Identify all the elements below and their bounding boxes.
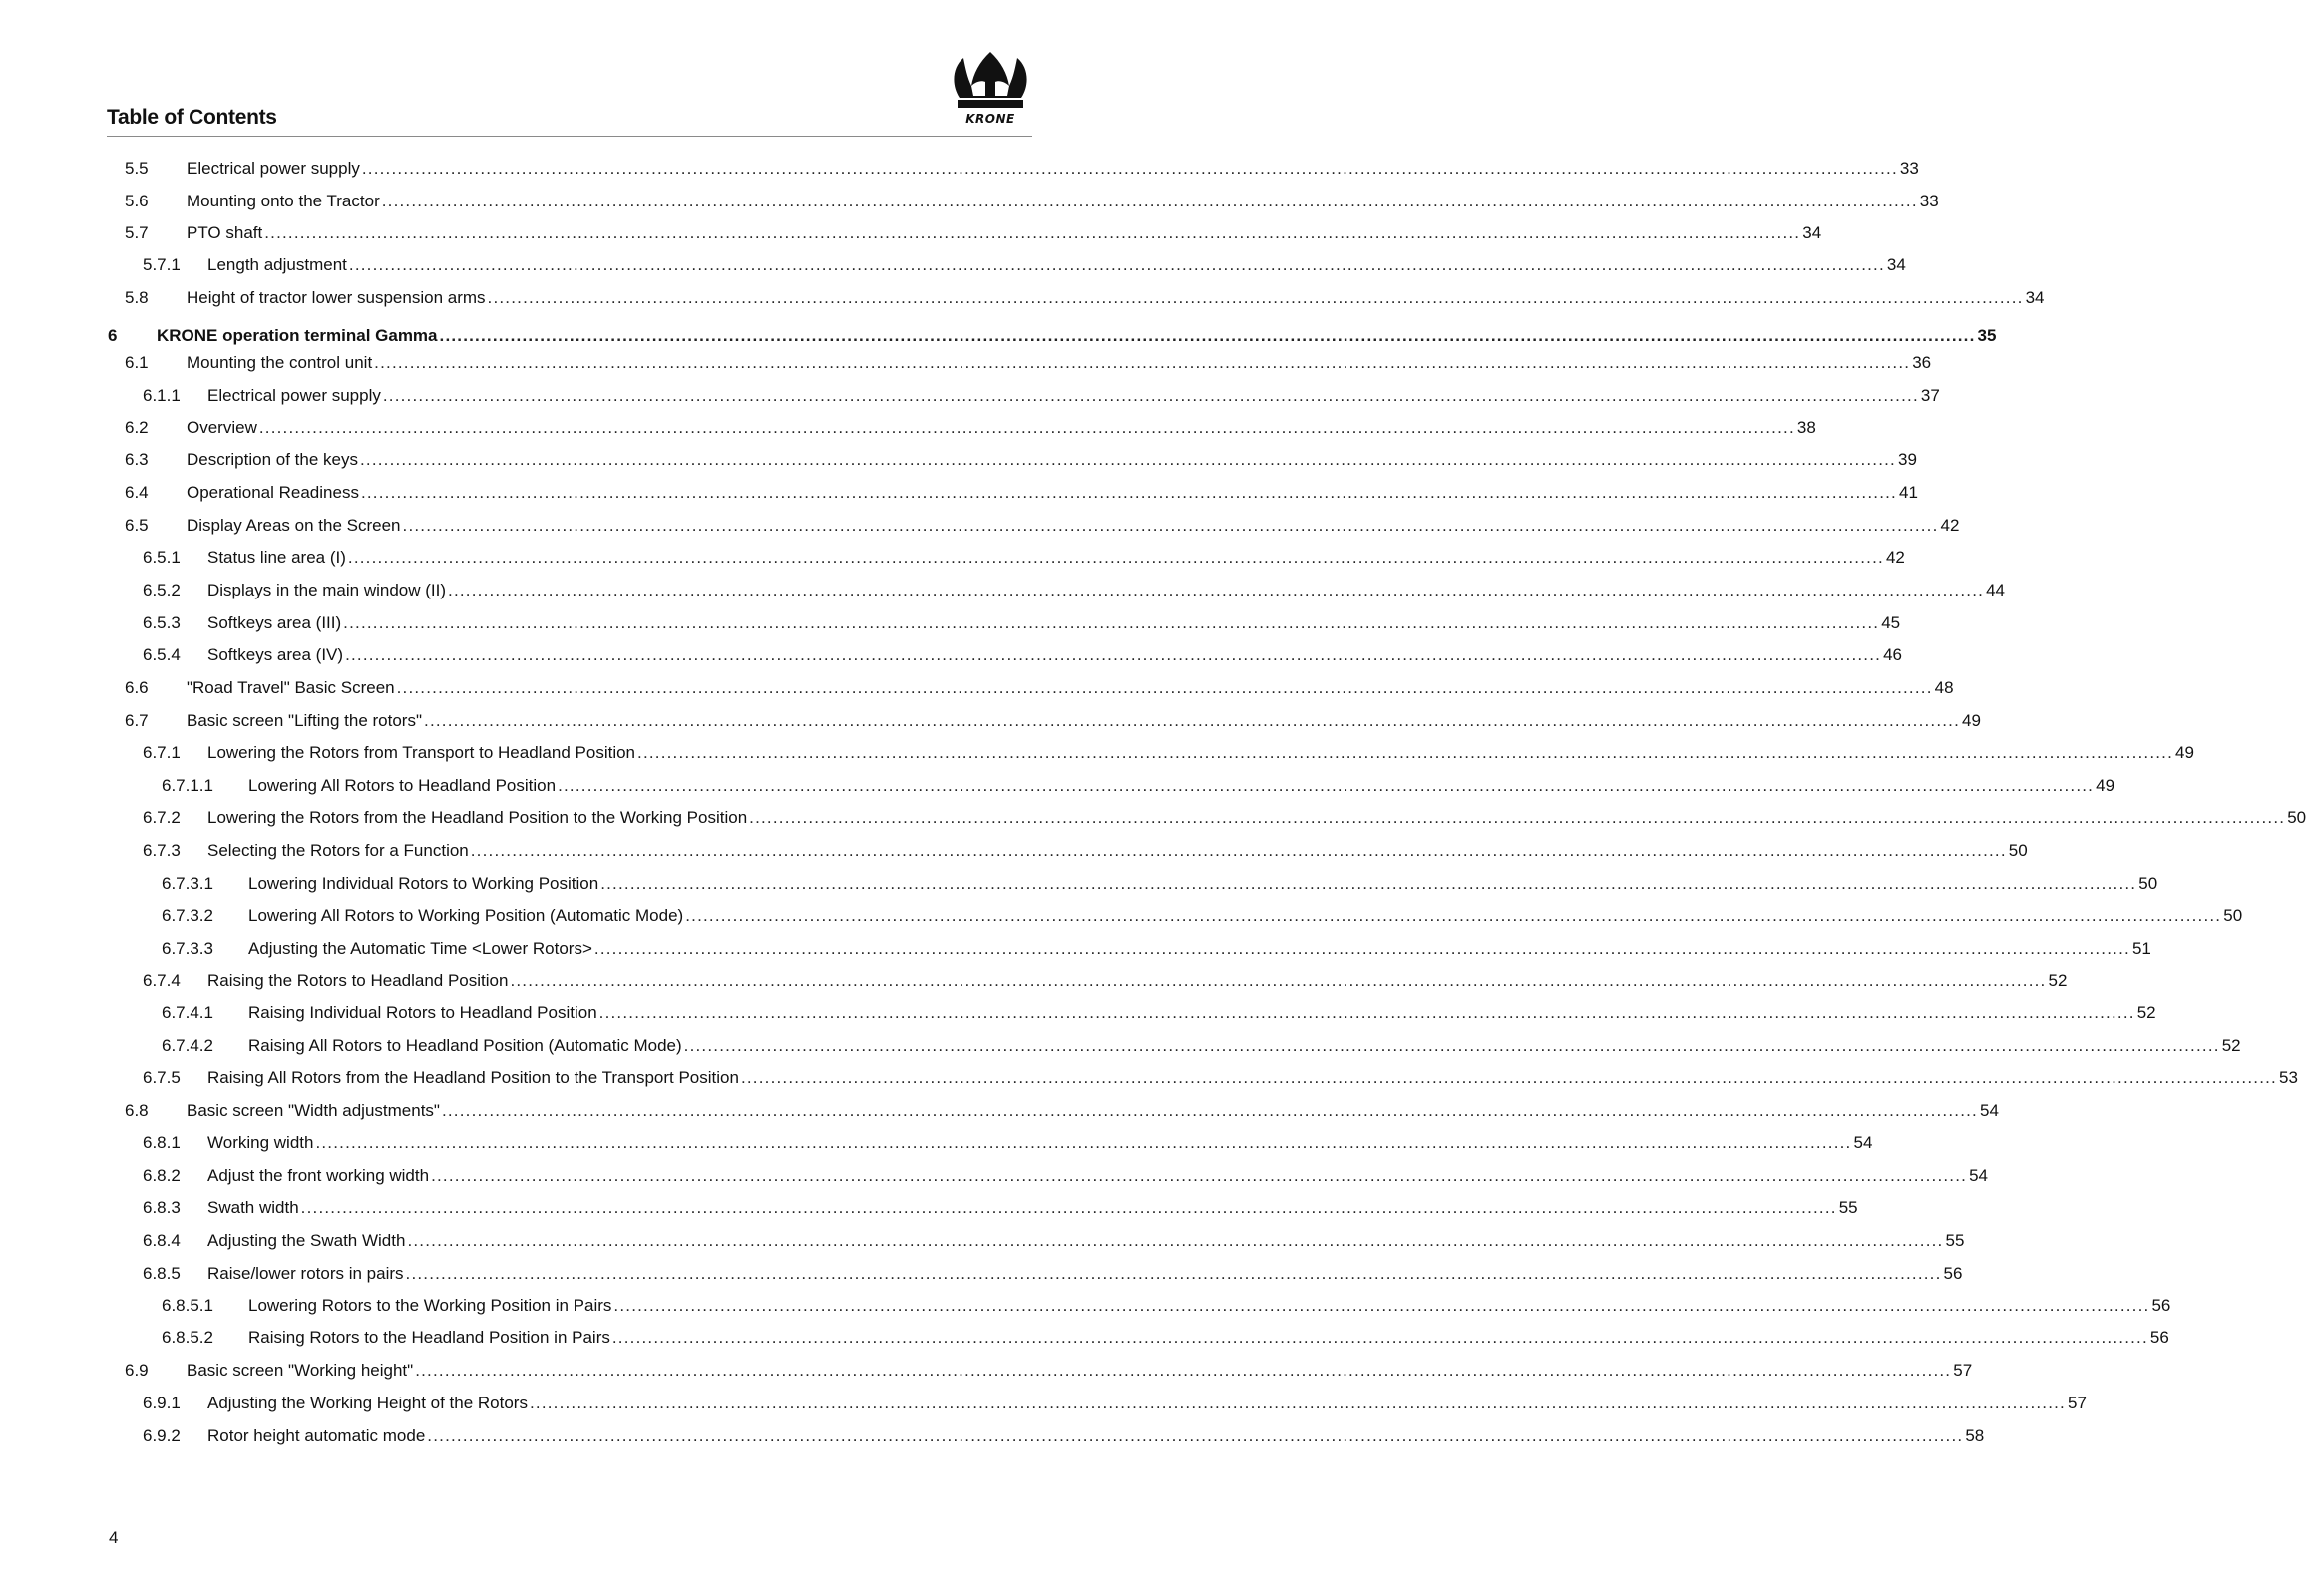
- toc-entry-page: 48: [1934, 678, 1954, 697]
- toc-entry-page: 49: [1962, 711, 1981, 730]
- toc-entry-title: Selecting the Rotors for a Function: [207, 841, 469, 860]
- toc-entry-line: [207, 253, 1906, 277]
- page-header: [107, 100, 1032, 137]
- toc-entry[interactable]: [0, 514, 1960, 538]
- toc-entry-title: Basic screen "Lifting the rotors": [187, 711, 423, 730]
- dot-leader: ....................................................................................................................................................................................................................................................................: [315, 1133, 1852, 1152]
- toc-entry-title: Mounting onto the Tractor: [187, 192, 380, 210]
- toc-entry-title: Lowering Individual Rotors to Working Position: [248, 874, 599, 893]
- toc-entry-number: 6.2: [125, 418, 149, 437]
- toc-entry-number: 6.5.1: [143, 548, 181, 567]
- toc-entry-line: [248, 904, 2243, 928]
- toc-entry-page: 50: [2008, 841, 2028, 860]
- toc-entry-title: Adjusting the Working Height of the Rotors: [207, 1394, 528, 1412]
- toc-entry-number: 6.5.4: [143, 645, 181, 664]
- toc-entry-title: Softkeys area (III): [207, 613, 342, 632]
- toc-entry-number: 6.7.3.3: [162, 939, 213, 958]
- toc-entry-number: 6.8: [125, 1101, 149, 1120]
- dot-leader: ....................................................................................................................................................................................................................................................................: [424, 711, 1961, 730]
- dot-leader: ....................................................................................................................................................................................................................................................................: [685, 906, 2222, 925]
- toc-entry-number: 6.8.2: [143, 1166, 181, 1185]
- toc-entry-number: 6.7.4.2: [162, 1036, 213, 1055]
- dot-leader: ....................................................................................................................................................................................................................................................................: [593, 939, 2130, 958]
- dot-leader: ....................................................................................................................................................................................................................................................................: [427, 1426, 1964, 1445]
- toc-entry-number: 6.4: [125, 483, 149, 502]
- toc-entry-title: KRONE operation terminal Gamma: [157, 326, 438, 345]
- toc-entry-page: 52: [2221, 1036, 2241, 1055]
- toc-entry-number: 6.9: [125, 1361, 149, 1380]
- toc-entry-line: [248, 1326, 2169, 1350]
- toc-entry[interactable]: [0, 806, 2306, 830]
- toc-entry[interactable]: [0, 448, 1917, 472]
- dot-leader: ....................................................................................................................................................................................................................................................................: [415, 1361, 1952, 1380]
- dot-leader: ....................................................................................................................................................................................................................................................................: [407, 1231, 1944, 1250]
- toc-entry-number: 6.7.3.1: [162, 874, 213, 893]
- toc-entry-line: [207, 806, 2306, 830]
- dot-leader: ....................................................................................................................................................................................................................................................................: [439, 326, 1976, 345]
- toc-entry-number: 5.5: [125, 159, 149, 178]
- toc-entry[interactable]: [0, 937, 2151, 961]
- toc-entry-title: Electrical power supply: [207, 386, 381, 405]
- toc-entry-line: [157, 324, 1997, 348]
- toc-entry-page: 56: [2149, 1328, 2169, 1347]
- toc-entry-page: 51: [2131, 939, 2151, 958]
- toc-entry[interactable]: [0, 643, 1903, 667]
- toc-entry-line: [248, 1294, 2171, 1318]
- toc-entry-line: [187, 351, 1932, 375]
- toc-entry-number: 6.7.3.2: [162, 906, 213, 925]
- toc-entry-number: 5.7.1: [143, 255, 181, 274]
- toc-entry-title: Rotor height automatic mode: [207, 1426, 426, 1445]
- toc-entry-title: Length adjustment: [207, 255, 347, 274]
- toc-entry-page: 54: [1969, 1166, 1989, 1185]
- toc-entry-title: Adjust the front working width: [207, 1166, 430, 1185]
- dot-leader: ....................................................................................................................................................................................................................................................................: [611, 1328, 2148, 1347]
- toc-entry[interactable]: [0, 1131, 1873, 1155]
- toc-entry-page: 57: [1953, 1361, 1973, 1380]
- toc-entry[interactable]: [0, 253, 1906, 277]
- page-number: 4: [109, 1528, 119, 1547]
- toc-entry-page: 44: [1986, 581, 2005, 599]
- toc-entry-title: Height of tractor lower suspension arms: [187, 288, 486, 307]
- toc-entry-title: Lowering the Rotors from Transport to Headland Position: [207, 743, 636, 762]
- toc-entry-title: Electrical power supply: [187, 159, 360, 178]
- toc-entry-page: 54: [1979, 1101, 1999, 1120]
- toc-entry[interactable]: [0, 904, 2243, 928]
- toc-entry-line: [207, 1196, 1858, 1220]
- toc-entry-line: [248, 872, 2158, 896]
- toc-entry-title: Softkeys area (IV): [207, 645, 344, 664]
- toc-entry-line: [187, 481, 1918, 505]
- dot-leader: ....................................................................................................................................................................................................................................................................: [448, 581, 1985, 599]
- toc-entry-line: [187, 286, 2045, 310]
- toc-entry-line: [248, 774, 2115, 798]
- dot-leader: ....................................................................................................................................................................................................................................................................: [558, 776, 2095, 795]
- toc-entry-line: [207, 1424, 1985, 1448]
- toc-entry-page: 38: [1796, 418, 1816, 437]
- toc-entry-number: 6.8.5.1: [162, 1296, 213, 1315]
- toc-entry-page: 35: [1977, 326, 1997, 345]
- toc-entry[interactable]: [0, 546, 1905, 570]
- toc-entry[interactable]: [0, 1229, 1965, 1253]
- toc-entry[interactable]: [0, 1196, 1858, 1220]
- toc-entry[interactable]: [0, 324, 1997, 348]
- toc-entry-line: [187, 676, 1954, 700]
- toc-entry-page: 52: [2048, 971, 2068, 990]
- toc-entry-title: Status line area (I): [207, 548, 346, 567]
- dot-leader: ....................................................................................................................................................................................................................................................................: [360, 483, 1897, 502]
- toc-entry[interactable]: [0, 1066, 2298, 1090]
- toc-entry[interactable]: [0, 579, 2005, 602]
- toc-entry-page: 55: [1838, 1198, 1858, 1217]
- toc-entry[interactable]: [0, 1392, 2087, 1415]
- toc-entry-title: Working width: [207, 1133, 314, 1152]
- toc-entry-number: 6.8.4: [143, 1231, 181, 1250]
- toc-entry-number: 6.9.1: [143, 1394, 181, 1412]
- toc-entry-title: Raising the Rotors to Headland Position: [207, 971, 509, 990]
- toc-entry-page: 37: [1920, 386, 1940, 405]
- dot-leader: ....................................................................................................................................................................................................................................................................: [345, 645, 1882, 664]
- dot-leader: ....................................................................................................................................................................................................................................................................: [598, 1003, 2135, 1022]
- toc-entry[interactable]: [0, 157, 1919, 181]
- toc-entry-line: [187, 221, 1822, 245]
- toc-entry-page: 50: [2138, 874, 2158, 893]
- toc-entry[interactable]: [0, 839, 2028, 863]
- dot-leader: ....................................................................................................................................................................................................................................................................: [347, 548, 1884, 567]
- toc-entry-title: "Road Travel" Basic Screen: [187, 678, 395, 697]
- toc-entry-title: Display Areas on the Screen: [187, 516, 401, 535]
- toc-entry[interactable]: [0, 384, 1940, 408]
- dot-leader: ....................................................................................................................................................................................................................................................................: [359, 450, 1896, 469]
- toc-entry[interactable]: [0, 351, 1932, 375]
- toc-entry-number: 5.8: [125, 288, 149, 307]
- toc-entry-page: 34: [1886, 255, 1906, 274]
- toc-entry-page: 42: [1885, 548, 1905, 567]
- dot-leader: ....................................................................................................................................................................................................................................................................: [381, 192, 1918, 210]
- dot-leader: ....................................................................................................................................................................................................................................................................: [600, 874, 2137, 893]
- page-title: Table of Contents: [107, 106, 277, 129]
- toc-entry[interactable]: [0, 190, 1939, 213]
- toc-entry-line: [207, 546, 1905, 570]
- toc-entry-line: [248, 1034, 2241, 1058]
- toc-entry-title: Adjusting the Swath Width: [207, 1231, 406, 1250]
- toc-entry-line: [187, 448, 1917, 472]
- toc-entry-line: [187, 157, 1919, 181]
- toc-entry-title: Lowering All Rotors to Working Position (Automatic Mode): [248, 906, 684, 925]
- toc-entry-page: 56: [1943, 1264, 1963, 1283]
- toc-entry-title: Lowering the Rotors from the Headland Position to the Working Position: [207, 808, 748, 827]
- toc-entry-page: 36: [1912, 353, 1932, 372]
- toc-entry[interactable]: [0, 611, 1901, 635]
- toc-entry[interactable]: [0, 676, 1954, 700]
- toc-entry[interactable]: [0, 872, 2158, 896]
- toc-entry-line: [207, 1164, 1989, 1188]
- toc-entry-title: Raise/lower rotors in pairs: [207, 1264, 404, 1283]
- dot-leader: ....................................................................................................................................................................................................................................................................: [402, 516, 1939, 535]
- toc-entry-number: 6.3: [125, 450, 149, 469]
- toc-entry-number: 6.7.2: [143, 808, 181, 827]
- toc-entry-page: 33: [1899, 159, 1919, 178]
- toc-entry-page: 34: [2025, 288, 2045, 307]
- toc-entry-page: 33: [1919, 192, 1939, 210]
- toc-entry-line: [248, 937, 2151, 961]
- toc-entry-title: Raising Individual Rotors to Headland Position: [248, 1003, 597, 1022]
- toc-entry-page: 39: [1898, 450, 1917, 469]
- toc-entry-title: Swath width: [207, 1198, 299, 1217]
- dot-leader: ....................................................................................................................................................................................................................................................................: [749, 808, 2286, 827]
- toc-entry-number: 6.8.5: [143, 1264, 181, 1283]
- toc-entry-number: 6.5: [125, 516, 149, 535]
- toc-entry[interactable]: [0, 709, 1981, 733]
- dot-leader: ....................................................................................................................................................................................................................................................................: [348, 255, 1885, 274]
- toc-entry-number: 6.8.1: [143, 1133, 181, 1152]
- toc-entry-number: 6.7.3: [143, 841, 181, 860]
- toc-entry-title: Raising Rotors to the Headland Position in Pairs: [248, 1328, 610, 1347]
- toc-entry-number: 6.1.1: [143, 386, 181, 405]
- toc-entry-title: Operational Readiness: [187, 483, 359, 502]
- toc-entry-line: [207, 741, 2194, 765]
- dot-leader: ....................................................................................................................................................................................................................................................................: [258, 418, 1795, 437]
- dot-leader: ....................................................................................................................................................................................................................................................................: [613, 1296, 2150, 1315]
- toc-entry[interactable]: [0, 1326, 2169, 1350]
- dot-leader: ....................................................................................................................................................................................................................................................................: [343, 613, 1880, 632]
- toc-entry-number: 6.6: [125, 678, 149, 697]
- toc-entry-line: [187, 514, 1960, 538]
- toc-entry-title: Adjusting the Automatic Time <Lower Rotors>: [248, 939, 592, 958]
- toc-entry-number: 5.6: [125, 192, 149, 210]
- toc-entry-line: [248, 1001, 2156, 1025]
- toc-entry-page: 41: [1898, 483, 1918, 502]
- toc-entry-number: 6.7.1: [143, 743, 181, 762]
- dot-leader: ....................................................................................................................................................................................................................................................................: [396, 678, 1933, 697]
- toc-entry-number: 6.7.5: [143, 1068, 181, 1087]
- dot-leader: ....................................................................................................................................................................................................................................................................: [374, 353, 1911, 372]
- toc-entry-page: 49: [2096, 776, 2115, 795]
- toc-entry-title: Raising All Rotors to Headland Position (Automatic Mode): [248, 1036, 682, 1055]
- toc-entry-line: [207, 1131, 1873, 1155]
- toc-entry[interactable]: [0, 1164, 1989, 1188]
- toc-entry-number: 6.7.1.1: [162, 776, 213, 795]
- toc-entry-page: 53: [2278, 1068, 2298, 1087]
- toc-entry[interactable]: [0, 1359, 1973, 1383]
- toc-entry-number: 6.5.2: [143, 581, 181, 599]
- toc-entry[interactable]: [0, 1099, 1999, 1123]
- dot-leader: ....................................................................................................................................................................................................................................................................: [405, 1264, 1942, 1283]
- toc-entry-page: 42: [1940, 516, 1960, 535]
- toc-entry[interactable]: [0, 1294, 2171, 1318]
- toc-entry-number: 6.7.4: [143, 971, 181, 990]
- toc-entry-number: 6.9.2: [143, 1426, 181, 1445]
- toc-entry-title: PTO shaft: [187, 223, 263, 242]
- toc-entry-line: [187, 416, 1816, 440]
- toc-entry-title: Raising All Rotors from the Headland Position to the Transport Position: [207, 1068, 739, 1087]
- toc-entry[interactable]: [0, 1034, 2241, 1058]
- toc-entry-line: [187, 1099, 1999, 1123]
- toc-entry[interactable]: [0, 969, 2068, 993]
- toc-entry[interactable]: [0, 286, 2045, 310]
- toc-entry-page: 45: [1881, 613, 1901, 632]
- toc-entry-number: 6.5.3: [143, 613, 181, 632]
- toc-entry-line: [207, 579, 2005, 602]
- dot-leader: ....................................................................................................................................................................................................................................................................: [470, 841, 2007, 860]
- dot-leader: ....................................................................................................................................................................................................................................................................: [264, 223, 1801, 242]
- toc-entry-title: Basic screen "Width adjustments": [187, 1101, 440, 1120]
- toc-entry-page: 34: [1802, 223, 1822, 242]
- toc-entry-line: [187, 190, 1939, 213]
- dot-leader: ....................................................................................................................................................................................................................................................................: [510, 971, 2047, 990]
- toc-entry[interactable]: [0, 1424, 1985, 1448]
- dot-leader: ....................................................................................................................................................................................................................................................................: [683, 1036, 2220, 1055]
- toc-entry-page: 49: [2175, 743, 2194, 762]
- toc-entry-title: Basic screen "Working height": [187, 1361, 414, 1380]
- toc-entry-line: [207, 1066, 2298, 1090]
- dot-leader: ....................................................................................................................................................................................................................................................................: [382, 386, 1919, 405]
- toc-entry-page: 55: [1945, 1231, 1965, 1250]
- toc-entry-title: Description of the keys: [187, 450, 358, 469]
- toc-entry-line: [187, 1359, 1973, 1383]
- toc-entry-title: Displays in the main window (II): [207, 581, 447, 599]
- toc-entry-title: Overview: [187, 418, 257, 437]
- toc-entry-line: [207, 839, 2028, 863]
- toc-entry[interactable]: [0, 1001, 2156, 1025]
- toc-entry-line: [207, 384, 1940, 408]
- toc-entry-page: 50: [2287, 808, 2306, 827]
- dot-leader: ....................................................................................................................................................................................................................................................................: [441, 1101, 1978, 1120]
- krone-logo: [950, 46, 1031, 128]
- toc-entry[interactable]: [0, 774, 2115, 798]
- dot-leader: ....................................................................................................................................................................................................................................................................: [361, 159, 1898, 178]
- logo-wordmark: KRONE: [965, 112, 1015, 126]
- toc-entry-line: [207, 611, 1901, 635]
- toc-entry-number: 5.7: [125, 223, 149, 242]
- toc-entry-page: 52: [2136, 1003, 2156, 1022]
- toc-entry-number: 6.7: [125, 711, 149, 730]
- toc-entry-line: [207, 1262, 1963, 1286]
- dot-leader: ....................................................................................................................................................................................................................................................................: [487, 288, 2024, 307]
- dot-leader: ....................................................................................................................................................................................................................................................................: [637, 743, 2174, 762]
- toc-entry-line: [207, 1392, 2087, 1415]
- toc-entry-title: Lowering Rotors to the Working Position in Pairs: [248, 1296, 612, 1315]
- toc-entry-page: 57: [2068, 1394, 2087, 1412]
- toc-entry[interactable]: [0, 741, 2194, 765]
- toc-entry-page: 46: [1883, 645, 1903, 664]
- toc-entry[interactable]: [0, 481, 1918, 505]
- toc-entry-line: [207, 969, 2068, 993]
- toc-entry-line: [187, 709, 1981, 733]
- dot-leader: ....................................................................................................................................................................................................................................................................: [529, 1394, 2066, 1412]
- toc-entry[interactable]: [0, 416, 1816, 440]
- toc-entry[interactable]: [0, 1262, 1963, 1286]
- toc-entry-page: 56: [2151, 1296, 2171, 1315]
- toc-entry-number: 6.7.4.1: [162, 1003, 213, 1022]
- toc-entry-title: Mounting the control unit: [187, 353, 373, 372]
- toc-entry-number: 6.1: [125, 353, 149, 372]
- toc-entry-number: 6.8.3: [143, 1198, 181, 1217]
- toc-entry-number: 6: [108, 326, 118, 345]
- dot-leader: ....................................................................................................................................................................................................................................................................: [740, 1068, 2277, 1087]
- toc-entry-line: [207, 643, 1903, 667]
- dot-leader: ....................................................................................................................................................................................................................................................................: [431, 1166, 1968, 1185]
- toc-entry-title: Lowering All Rotors to Headland Position: [248, 776, 557, 795]
- dot-leader: ....................................................................................................................................................................................................................................................................: [300, 1198, 1837, 1217]
- toc-entry-line: [207, 1229, 1965, 1253]
- toc-entry-page: 54: [1853, 1133, 1873, 1152]
- toc-entry-page: 50: [2223, 906, 2243, 925]
- toc-entry[interactable]: [0, 221, 1822, 245]
- toc-entry-page: 58: [1965, 1426, 1985, 1445]
- toc-entry-number: 6.8.5.2: [162, 1328, 213, 1347]
